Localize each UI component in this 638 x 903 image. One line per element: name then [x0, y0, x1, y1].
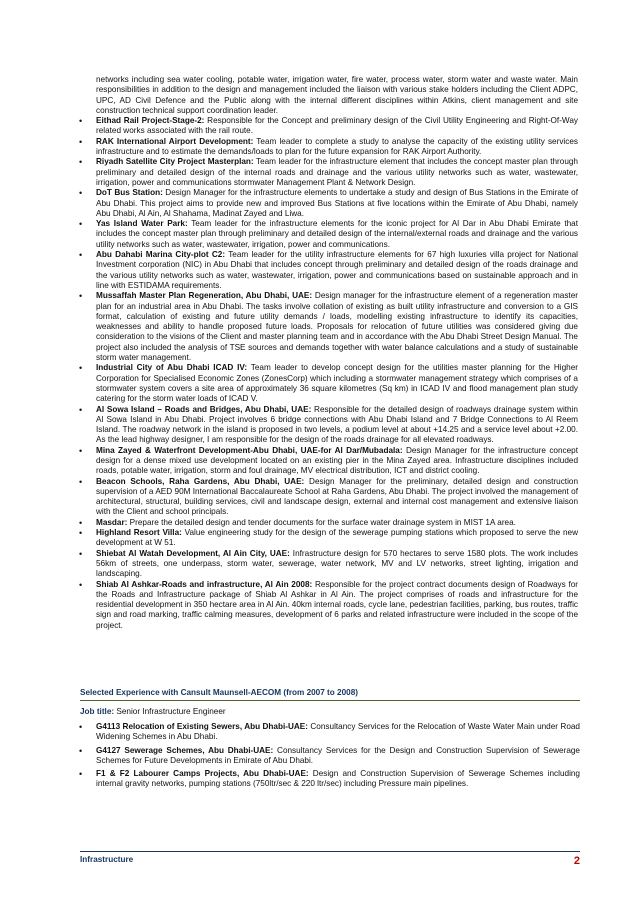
project-item	[96, 477, 578, 518]
project-item	[96, 528, 578, 549]
project-item	[96, 769, 580, 790]
project-list	[96, 116, 578, 631]
project-title: RAK International Airport Development:	[96, 136, 254, 146]
project-title: Mussaffah Master Plan Regeneration, Abu Dhabi, UAE:	[96, 291, 313, 301]
project-description: Design Manager for the infrastructure concept design for a dense mixed use development located on an existing pier in the Mina Zayed area. Infrastructure disciplines included roads, potable water, irrigation, storm and foul drainage, MV electrical distribution, ICT and district cooling.	[96, 445, 578, 476]
experience-continuation	[96, 75, 578, 631]
page-footer	[80, 851, 580, 867]
project-title: Masdar:	[96, 517, 128, 527]
job-title-value: Senior Infrastructure Engineer	[114, 707, 226, 716]
project-item	[96, 580, 578, 631]
project-description: Consultancy Services for the Relocation of Waste Water Main under Road Widening Schemes in Abu Dhabi.	[96, 722, 580, 742]
project-description: Responsible for the detailed design of roadways drainage system within Al Sowa Island in Abu Dhabi. Project involves 6 bridge connections with Abu Dhabi Island and 7 Bridge Connections to Al Reem Island. The roadway network in the island is proposed in two levels, a podium level at about +14.25 and a service level about +2.00. As the lead highway designer, I am responsible for the design of the roads drainage for all elevated roadways.	[96, 404, 578, 445]
project-description: Team leader for the infrastructure elements for the iconic project for Al Dar in Abu Dhabi Emirate that includes the concept master plan through preliminary and detailed design of the internal/external roads and drainage and the various utility networks such as water, wastewater, irrigation, power and communications.	[96, 219, 578, 249]
project-title: Beacon Schools, Raha Gardens, Abu Dhabi, UAE:	[96, 476, 305, 486]
project-title: Riyadh Satellite City Project Masterplan:	[96, 157, 254, 167]
cansult-project-list	[96, 722, 580, 790]
project-item	[96, 157, 578, 188]
job-title-label: Job title:	[80, 707, 115, 716]
project-item	[96, 291, 578, 363]
project-item	[96, 116, 578, 137]
project-title: Shiebat Al Watah Development, Al Ain City, UAE:	[96, 548, 290, 558]
project-item	[96, 188, 578, 219]
project-title: Yas Island Water Park:	[96, 219, 188, 229]
project-title: G4127 Sewerage Schemes, Abu Dhabi-UAE:	[96, 745, 274, 755]
project-description: Responsible for the project contract documents design of Roadways for the Roads and Infrastructure package of Shiab Al Ashkar in Al Ain. The project comprises of roads and infrastructure for the residential development in 350 hectare area in Al Ain. 40km internal roads, cycle lane, pedestrian facilities, parking, bus routes, traffic sign and road marking, traffic calming measures, development of 6 parks and related infrastructure were included in the scope of the project.	[96, 579, 579, 630]
project-item	[96, 446, 578, 477]
project-item	[96, 549, 578, 580]
project-title: Industrial City of Abu Dhabi ICAD IV:	[96, 363, 248, 373]
project-description: Consultancy Services for the Design and Construction Supervision of Sewerage Schemes for Future Developments in Emirate of Abu Dhabi.	[96, 745, 580, 765]
project-description: Team leader to complete a study to analyse the capacity of the existing utility services infrastructure and to estimate the demands/loads to plan for the future expansion for RAK Airport Authority.	[96, 136, 578, 157]
project-description: Responsible for the Concept and preliminary design of the Civil Utility Engineering and Right-Of-Way related works associated with the rail route.	[96, 116, 578, 136]
project-description: Team leader for the utility infrastructure elements for 67 high luxuries villa project for National Investment corporation (NIC) in Abu Dhabi that includes concept through preliminary and detailed design of the roads drainage and the various utility networks such as water, wastewater, irrigation, power and communications based on sustainable approach and in line with ESTIDAMA requirements.	[96, 250, 578, 290]
section-heading: Selected Experience with Cansult Maunsell-AECOM (from 2007 to 2008)	[80, 687, 580, 701]
page-number: 2	[573, 855, 580, 867]
project-title: G4113 Relocation of Existing Sewers, Abu Dhabi-UAE:	[96, 722, 308, 731]
project-description: Prepare the detailed design and tender documents for the surface water drainage system in MIST 1A area.	[127, 517, 516, 527]
cansult-section	[80, 687, 580, 793]
job-title-line	[80, 706, 580, 717]
project-description: Team leader to develop concept design for the utilities master planning for the Higher Corporation for Specialised Economic Zones (ZonesCorp) which including a stormwater management strategy which comprises of a stormwater system covers a site area of approximately 36 square kilometres (Sq km) in ICAD IV and flood management plan study catering for the storm water loads of ICAD V.	[96, 363, 578, 404]
project-description: Infrastructure design for 570 hectares to serve 1580 plots. The work includes 56km of streets, one underpass, storm water, sewerage, water network, MV and LV networks, street lighting, irrigation and landscaping.	[96, 548, 578, 579]
project-title: Mina Zayed & Waterfront Development-Abu Dhabi, UAE-for Al Dar/Mubadala:	[96, 445, 403, 455]
project-item	[96, 746, 580, 767]
project-title: Abu Dahabi Marina City-plot C2:	[96, 250, 226, 260]
project-title: DoT Bus Station:	[96, 188, 163, 198]
project-description: Value engineering study for the design of the sewerage pumping stations which proposed to serve the new development at W 51.	[96, 528, 578, 548]
project-description: Design and Construction Supervision of Sewerage Schemes including internal gravity networks, pumping stations (750ltr/sec & 220 ltr/sec) including Pressure main pipelines.	[96, 769, 580, 789]
project-item	[96, 219, 578, 250]
footer-label: Infrastructure	[80, 855, 134, 864]
project-item	[96, 137, 578, 158]
project-item	[96, 722, 580, 743]
project-item	[96, 405, 578, 446]
project-title: F1 & F2 Labourer Camps Projects, Abu Dhabi-UAE:	[96, 769, 309, 779]
project-description: Design manager for the infrastructure element of a regeneration master plan for an industrial area in Abu Dhabi. The tasks involve collation of existing as built utility infrastructure and conversion to a GIS format, calculation of existing and future utility demands / loads, modelling existing infrastructure to identify its capacities, weaknesses and ability to handle proposed future loads. Proposals for relocation of future utilities was considered giving due consideration to the visions of the Client and master planning team and in accordance with the Abu Dhabi Street Design Manual. The project also included the analysis of TSE sources and demands together with water balance calculations and a study of sustainable storm water management.	[96, 291, 578, 363]
project-item	[96, 518, 578, 528]
project-title: Al Sowa Island – Roads and Bridges, Abu Dhabi, UAE:	[96, 404, 312, 414]
project-title: Highland Resort Villa:	[96, 528, 182, 538]
project-title: Eithad Rail Project-Stage-2:	[96, 116, 205, 126]
project-description: Design Manager for the preliminary, detailed design and construction supervision of a AED 90M International Baccalaureate School at Raha Gardens, Abu Dhabi. The project involved the management of architectural, structural, building services, civil and landscape design, external and internal cost management and extensive liaison with the Client and school principals.	[96, 476, 578, 517]
project-description: Design Manager for the infrastructure elements to undertake a study and design of Bus Stations in the Emirate of Abu Dhabi. This project aims to provide new and improved Bus Stations at five locations within the Emirate of Abu Dhabi, namely Abu Dhabi, Al Ain, Al Shahama, Madinat Zayed and Liwa.	[96, 188, 579, 218]
continuation-paragraph: networks including sea water cooling, potable water, irrigation water, fire water, process water, storm water and waste water. Main responsibilities in addition to the design and management included the liaison with various stake holders including the Client ADPC, UPC, AD Civil Defence and the Public along with the internal different disciplines within Atkins, client management and site construction technical support coordination leader.	[96, 75, 578, 115]
project-title: Shiab Al Ashkar-Roads and infrastructure, Al Ain 2008:	[96, 579, 313, 589]
project-item	[96, 250, 578, 291]
project-description: Team leader for the infrastructure element that includes the concept master plan through preliminary and detailed design of the internal roads and drainage and the various utility networks such as water, wastewater, irrigation, power and communications stormwater Management Plant & Network Design.	[96, 157, 578, 187]
project-item	[96, 363, 578, 404]
